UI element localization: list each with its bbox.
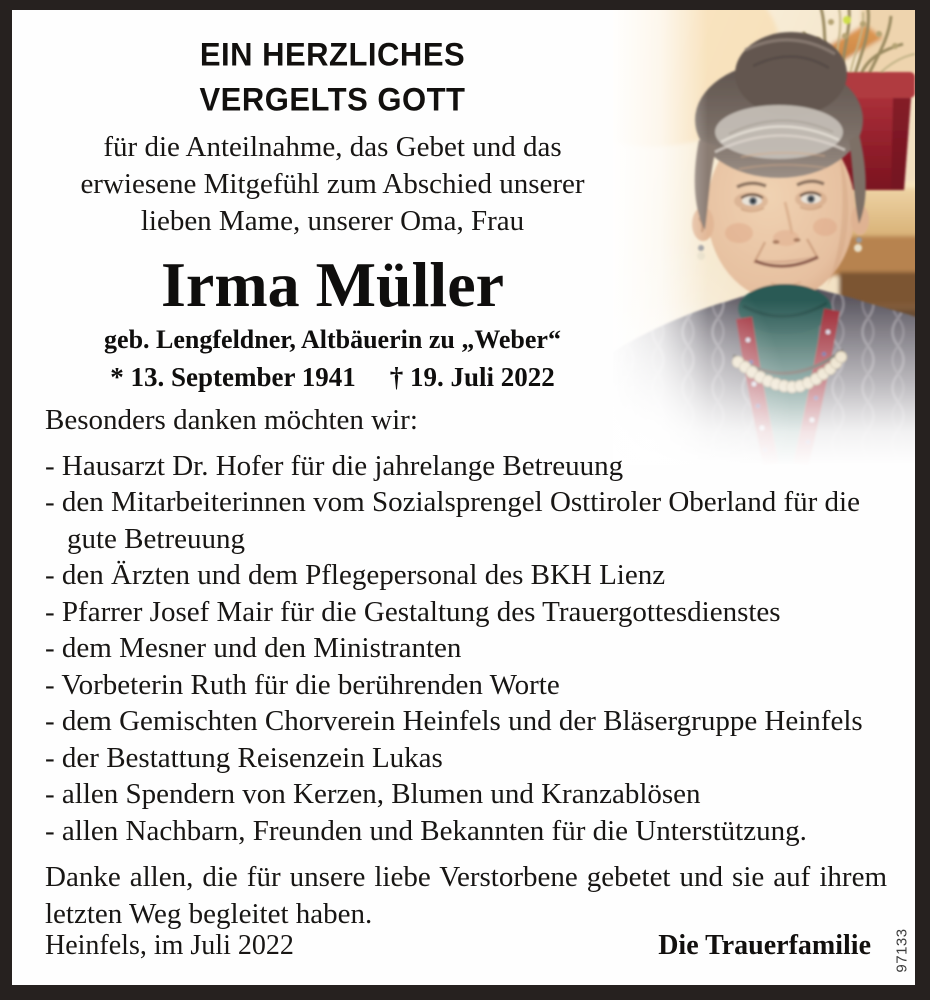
list-dash: -: [45, 778, 55, 810]
family-signature: Die Trauerfamilie: [658, 930, 871, 961]
intro-line: für die Anteilnahme, das Gebet und das: [103, 131, 562, 163]
portrait-photo: [613, 10, 915, 465]
thanks-list: [45, 448, 887, 850]
thanks-item-text: Hausarzt Dr. Hofer für die jahrelange Betreuung: [61, 449, 624, 482]
thanks-item: [45, 557, 887, 594]
list-dash: -: [45, 559, 55, 591]
life-dates-line: [40, 359, 625, 395]
thanks-item-text: dem Mesner und den Ministranten: [61, 632, 462, 664]
thanks-item: [45, 703, 887, 740]
thanks-item: [45, 630, 887, 667]
list-dash: -: [45, 741, 55, 774]
deceased-name: Irma Müller: [161, 249, 504, 320]
list-dash: -: [45, 668, 55, 701]
thanks-item: [45, 448, 887, 485]
list-dash: -: [45, 632, 55, 664]
list-dash: -: [45, 814, 55, 847]
thanks-item-text: der Bestattung Reisenzein Lukas: [61, 741, 443, 774]
intro-line: erwiesene Mitgefühl zum Abschied unserer: [80, 168, 585, 200]
list-dash: -: [45, 486, 55, 518]
birth-date: * 13. September 1941: [110, 362, 356, 392]
thanks-item-text: Pfarrer Josef Mair für die Gestaltung des Trauergottesdienstes: [61, 595, 781, 628]
death-date: † 19. Juli 2022: [389, 362, 555, 392]
thanks-heading: Besonders danken möchten wir:: [45, 404, 418, 436]
intro-paragraph: [40, 129, 625, 240]
thanks-item: [45, 594, 887, 631]
list-dash: -: [45, 449, 55, 482]
list-dash: -: [45, 705, 55, 737]
thanks-item: [45, 484, 887, 557]
thanks-item-text: allen Nachbarn, Freunden und Bekannten für die Unterstützung.: [61, 814, 807, 847]
thanks-item-text: den Mitarbeiterinnen vom Sozialsprengel Osttiroler Oberland für die gute Betreuung: [61, 486, 860, 555]
thanks-item-text: dem Gemischten Chorverein Heinfels und der Bläsergruppe Heinfels: [61, 705, 863, 737]
headline-block: [40, 32, 625, 122]
thanks-item: [45, 813, 887, 850]
footer-row: [45, 930, 871, 962]
thanks-item-text: allen Spendern von Kerzen, Blumen und Kranzablösen: [61, 778, 701, 810]
intro-line: lieben Mame, unserer Oma, Frau: [140, 205, 525, 237]
thanks-item-text: Vorbeterin Ruth für die berührenden Worte: [61, 668, 560, 701]
headline-line-1: EIN HERZLICHES: [199, 36, 466, 73]
thanks-item: [45, 740, 887, 777]
print-code: 97133: [893, 928, 911, 973]
maiden-name-line: geb. Lengfeldner, Altbäuerin zu „Weber“: [104, 325, 561, 354]
place-date-line: Heinfels, im Juli 2022: [45, 930, 294, 961]
thanks-item-text: den Ärzten und dem Pflegepersonal des BKH Lienz: [61, 559, 666, 591]
closing-paragraph: Danke allen, die für unsere liebe Verstorbene gebetet und sie auf ihrem letzten Weg begleitet haben.: [45, 861, 887, 930]
thanks-section: [45, 402, 887, 932]
deceased-block: [40, 250, 625, 395]
portrait-photo-art: [613, 10, 915, 465]
obituary-card: [12, 10, 915, 985]
thanks-item: [45, 667, 887, 704]
headline-line-2: VERGELTS GOTT: [199, 81, 466, 118]
list-dash: -: [45, 595, 55, 628]
thanks-item: [45, 776, 887, 813]
